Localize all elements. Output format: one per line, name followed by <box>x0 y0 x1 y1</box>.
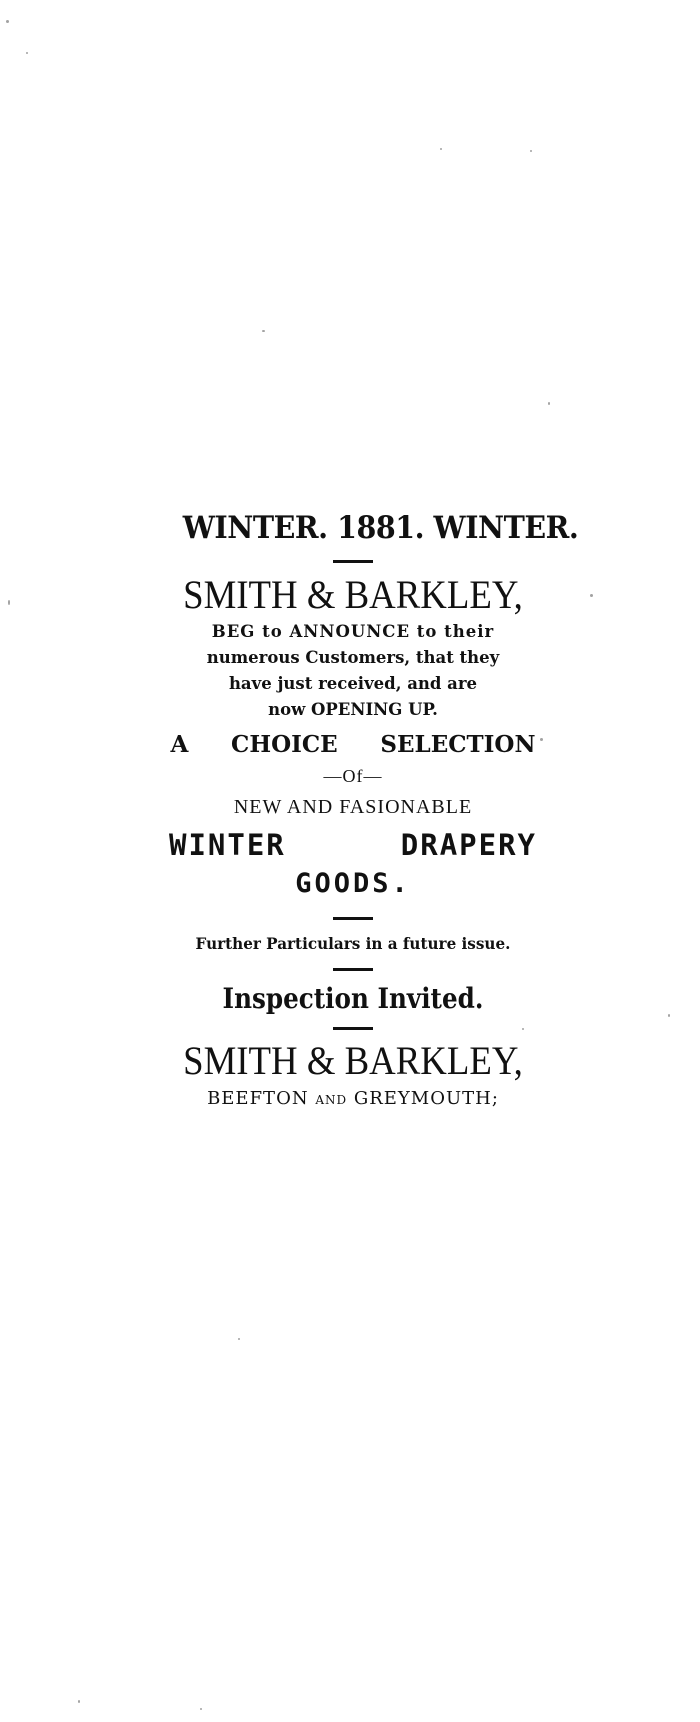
print-speck <box>8 600 10 605</box>
announcement <box>168 619 538 723</box>
new-and-fashionable: NEW AND FASIONABLE <box>233 796 473 818</box>
print-speck <box>540 738 543 741</box>
print-speck <box>548 402 550 405</box>
print-speck <box>200 1708 202 1710</box>
town-greymouth: GREYMOUTH; <box>353 1088 499 1109</box>
divider-rule <box>333 968 373 971</box>
drapery-word: DRAPERY <box>400 828 537 862</box>
of-line: —Of— <box>323 766 383 786</box>
goods-line: GOODS. <box>295 868 411 899</box>
announcement-line: numerous Customers, that they <box>206 648 500 667</box>
print-speck <box>262 330 265 332</box>
print-speck <box>238 1338 240 1340</box>
print-speck <box>668 1014 670 1017</box>
advertisement <box>168 510 579 1113</box>
announcement-line: have just received, and are <box>228 674 478 693</box>
choice-word: A <box>170 731 189 758</box>
drapery-word: WINTER <box>169 828 286 862</box>
towns-and: AND <box>315 1093 348 1107</box>
town-reefton: BEEFTON <box>207 1088 309 1109</box>
announcement-line: BEG to ANNOUNCE to their <box>211 622 495 641</box>
choice-word: CHOICE <box>231 731 338 758</box>
print-speck <box>530 150 532 152</box>
print-speck <box>440 148 442 150</box>
choice-word: SELECTION <box>380 731 536 758</box>
firm-name: SMITH & BARKLEY, <box>183 572 523 617</box>
print-speck <box>6 20 9 23</box>
firm-name-footer: SMITH & BARKLEY, <box>183 1038 523 1083</box>
winter-drapery <box>169 825 537 865</box>
towns-line <box>168 1086 538 1113</box>
ad-heading: WINTER. 1881. WINTER. <box>182 510 579 546</box>
divider-rule <box>333 560 373 563</box>
print-speck <box>26 52 28 54</box>
print-speck <box>590 594 593 597</box>
announcement-line: now OPENING UP. <box>268 700 438 719</box>
choice-selection <box>171 729 536 761</box>
further-particulars: Further Particulars in a future issue. <box>195 934 511 953</box>
print-speck <box>78 1700 80 1703</box>
divider-rule <box>333 917 373 920</box>
divider-rule <box>333 1027 373 1030</box>
inspection-invited: Inspection Invited. <box>222 982 484 1015</box>
